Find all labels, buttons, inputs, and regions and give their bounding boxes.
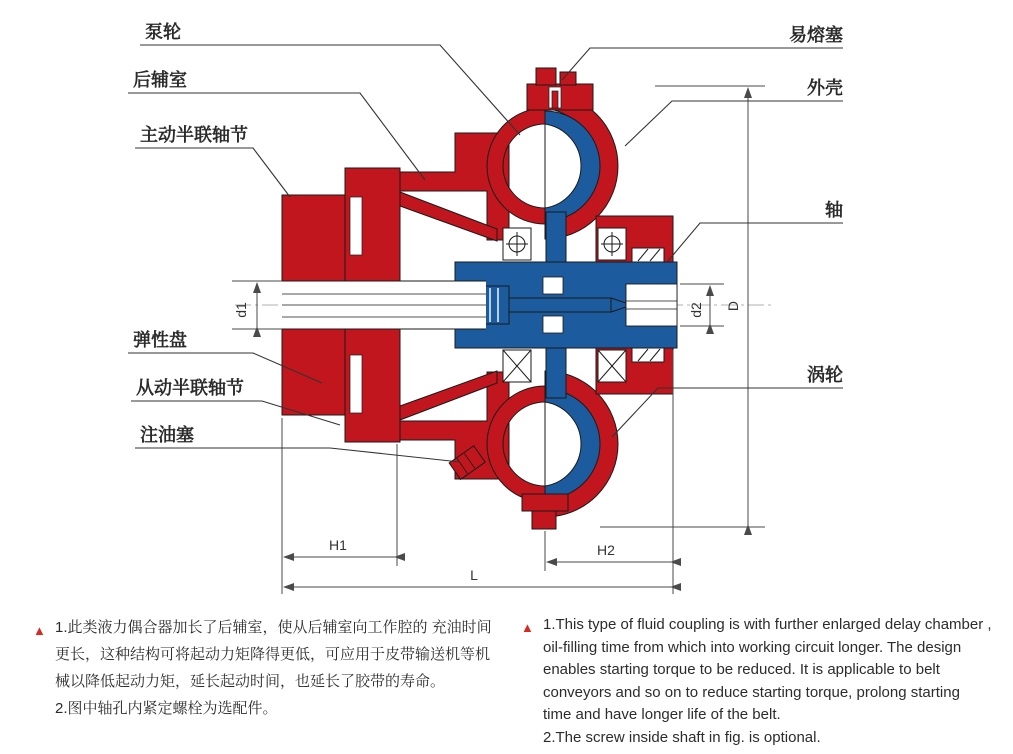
- dim-H1-label: H1: [329, 537, 347, 553]
- note-line: 2.图中轴孔内紧定螺栓为选配件。: [55, 700, 278, 717]
- dim-d1-label: d1: [233, 302, 249, 318]
- label-turbine: 涡轮: [807, 365, 843, 385]
- note-line: 1.This type of fluid coupling is with further enlarged delay chamber ,: [543, 616, 992, 633]
- delay-chamber-wall-top: [400, 192, 497, 241]
- note-line: conveyors and so on to reduce starting torque, prolong starting: [543, 683, 960, 701]
- note-line: time and have longer life of the belt.: [543, 706, 781, 723]
- bearing-bottom-left: [503, 350, 531, 382]
- note-line: enables starting torque to be reduced. It is applicable to belt: [543, 661, 940, 678]
- label-shaft: 轴: [825, 200, 843, 220]
- label-elastic-disc: 弹性盘: [133, 330, 187, 350]
- note-line: 1.此类液力偶合器加长了后辅室，使从后辅室向工作腔的 充油时间: [55, 619, 492, 636]
- note-line: 2.The screw inside shaft in fig. is optional.: [543, 728, 821, 746]
- driven-coupling-flange-bottom: [282, 329, 345, 415]
- driving-coupling-flange-top: [282, 195, 345, 281]
- leader-lines: [128, 45, 843, 462]
- hub-spacer-top: [543, 277, 563, 294]
- elastic-disc-slot-top: [350, 197, 362, 255]
- fusible-plug-cap-left: [536, 68, 556, 85]
- label-shell: 外壳: [807, 78, 843, 98]
- seal-bottom: [632, 348, 664, 362]
- turbine-web-bottom: [546, 346, 566, 398]
- label-fusible-plug: 易熔塞: [789, 25, 843, 45]
- label-driving-coupling: 主动半联轴节: [140, 125, 248, 145]
- shaft-bore: [626, 284, 677, 326]
- delay-chamber-wall-bottom: [400, 371, 497, 420]
- dim-H2-label: H2: [597, 542, 615, 558]
- set-screw-shank: [509, 298, 611, 312]
- label-driven-coupling: 从动半联轴节: [136, 378, 244, 398]
- note-line: oil-filling time from which into working circuit longer. The design: [543, 638, 962, 656]
- notes-section: [0, 614, 1013, 749]
- label-oil-plug: 注油塞: [140, 425, 194, 445]
- set-screw-head: [483, 286, 509, 324]
- note-line: 更长，这种结构可将起动力矩降得更低，可应用于皮带输送机等机: [55, 646, 491, 663]
- note-line: 械以降低起动力矩，延长起动时间，也延长了胶带的寿命。: [55, 673, 446, 690]
- note-marker-triangle: ▲: [521, 620, 534, 635]
- seal-top: [632, 248, 664, 262]
- bottom-plug-body: [532, 511, 556, 529]
- note-marker-triangle: ▲: [33, 623, 46, 638]
- bottom-plug-flange: [522, 494, 568, 511]
- fusible-plug-core: [552, 91, 558, 108]
- label-rear-chamber: 后辅室: [133, 70, 187, 90]
- elastic-disc-slot-bottom: [350, 355, 362, 413]
- dim-D-label: D: [725, 300, 741, 312]
- dim-L-label: L: [470, 567, 478, 583]
- hub-spacer-bottom: [543, 316, 563, 333]
- bearing-bottom-right: [598, 350, 626, 382]
- dim-d2-label: d2: [688, 302, 704, 318]
- label-pump-wheel: 泵轮: [145, 22, 181, 42]
- bearing-top-right: [598, 228, 626, 260]
- notes-english: [521, 614, 996, 749]
- notes-chinese: [33, 614, 511, 749]
- turbine-web-top: [546, 212, 566, 264]
- bearing-top-left: [503, 228, 531, 260]
- machine-parts: [282, 68, 677, 529]
